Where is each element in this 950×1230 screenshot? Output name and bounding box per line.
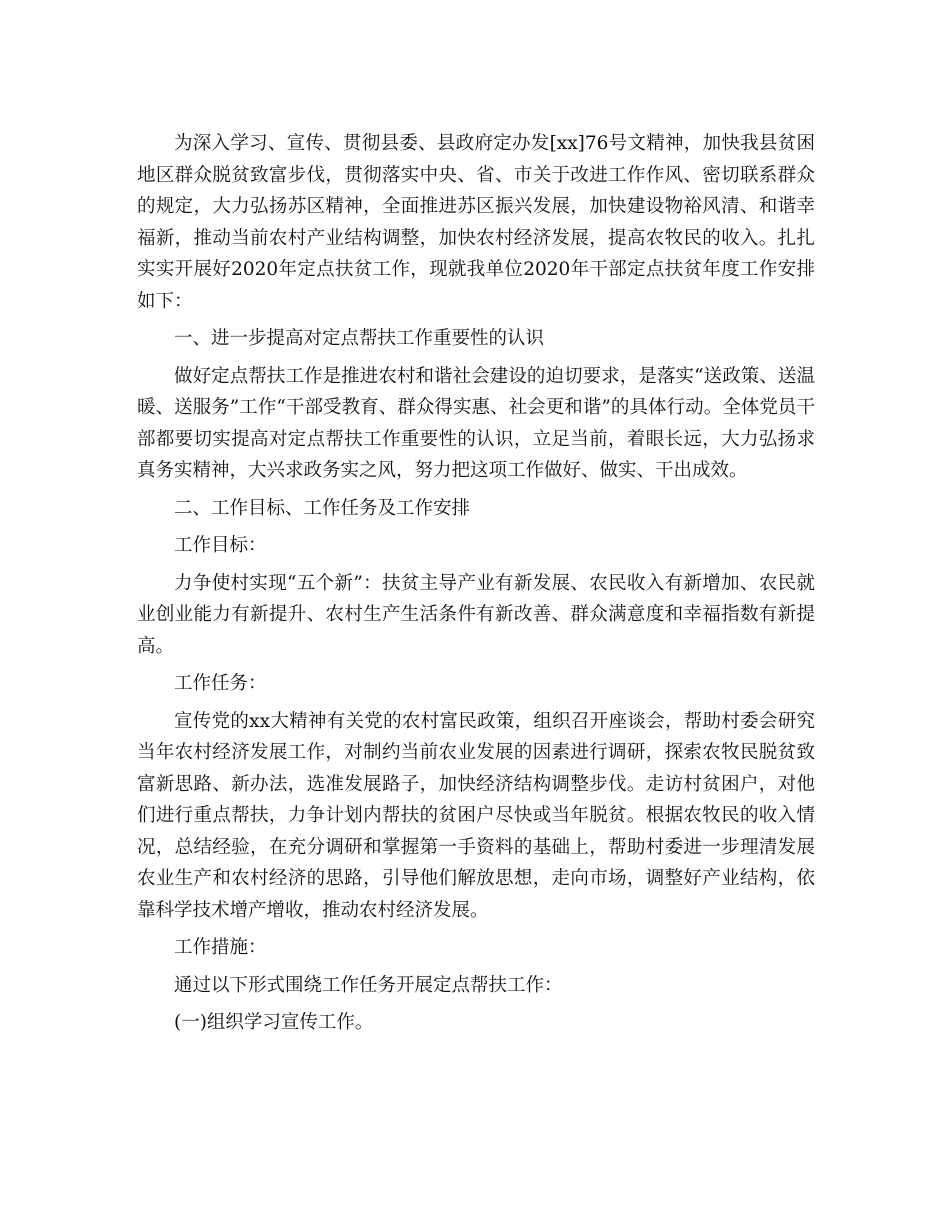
section-1-paragraph: 做好定点帮扶工作是推进农村和谐社会建设的迫切要求，是落实“送政策、送温暖、送服务”工作“干部受教育、群众得实惠、社会更和谐”的具体行动。全体党员干部都要切实提高对定点帮扶工作重要性的认识，立足当前，着眼长远，大力弘扬求真务实精神，大兴求政务实之风，努力把这项工作做好、做实、干出成效。 [137, 365, 815, 481]
measure-item-1: (一)组织学习宣传工作。 [174, 1012, 374, 1033]
intro-paragraph: 为深入学习、宣传、贯彻县委、县政府定办发[xx]76号文精神，加快我县贫困地区群众脱贫致富步伐，贯彻落实中央、省、市关于改进工作作风、密切联系群众的规定，大力弘扬苏区精神，全面推进苏区振兴发展，加快建设物裕风清、和谐幸福新，推动当前农村产业结构调整，加快农村经济发展，提高农牧民的收入。扎扎实实开展好2020年定点扶贫工作，现就我单位2020年干部定点扶贫年度工作安排如下： [137, 133, 815, 312]
work-goals-paragraph: 力争使村实现“五个新”：扶贫主导产业有新发展、农民收入有新增加、农民就业创业能力有新提升、农村生产生活条件有新改善、群众满意度和幸福指数有新提高。 [137, 572, 815, 657]
document-body [137, 128, 815, 1045]
work-measures-label: 工作措施： [174, 937, 267, 958]
work-tasks-paragraph: 宣传党的xx大精神有关党的农村富民政策，组织召开座谈会，帮助村委会研究当年农村经济发展工作，对制约当前农业发展的因素进行调研，探索农牧民脱贫致富新思路、新办法，选准发展路子，加快经济结构调整步伐。走访村贫困户，对他们进行重点帮扶，力争计划内帮扶的贫困户尽快或当年脱贫。根据农牧民的收入情况，总结经验，在充分调研和掌握第一手资料的基础上，帮助村委进一步理清发展农业生产和农村经济的思路，引导他们解放思想，走向市场，调整好产业结构，依靠科学技术增产增收，推动农村经济发展。 [137, 710, 815, 921]
work-measures-intro: 通过以下形式围绕工作任务开展定点帮扶工作： [174, 974, 563, 996]
work-goals-label: 工作目标： [174, 535, 267, 556]
section-heading-2: 二、工作目标、工作任务及工作安排 [174, 497, 471, 519]
work-tasks-label: 工作任务： [174, 673, 267, 694]
section-heading-1: 一、进一步提高对定点帮扶工作重要性的认识 [174, 328, 545, 349]
